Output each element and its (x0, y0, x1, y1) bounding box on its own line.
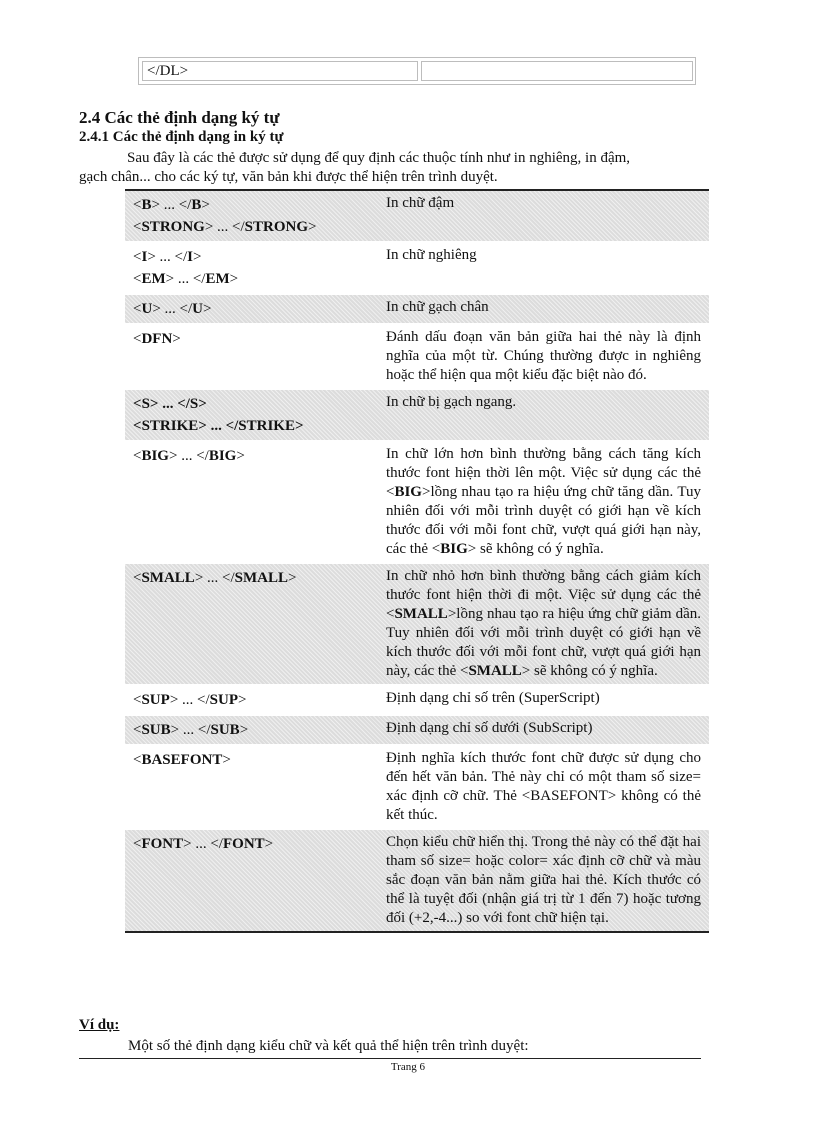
tag-syntax: <I> ... </I> (133, 249, 202, 265)
tag-description: Định dạng chỉ số dưới (SubScript) (386, 720, 593, 736)
table-row (125, 325, 709, 388)
table-cell (421, 61, 693, 81)
table-cell: </DL> (142, 61, 418, 81)
tag-syntax: <SUB> ... </SUB> (133, 722, 249, 738)
tag-syntax: <BIG> ... </BIG> (133, 448, 245, 464)
tag-syntax: <S> ... </S> (133, 396, 207, 412)
tag-description: In chữ bị gạch ngang. (386, 394, 517, 410)
tag-description: Chọn kiểu chữ hiển thị. Trong thẻ này có thể đặt hai tham số size= hoặc color= xác định cỡ chữ và màu sắc đoạn văn bản nằm giữa hai thẻ. Kích thước có thể là tuyệt đối (nhận giá trị từ 1 đến 7) hoặc tương đối (+2,-4...) so với font chữ hiện tại. (386, 834, 701, 926)
table-row (125, 830, 709, 931)
example-title: Ví dụ: (79, 1017, 120, 1033)
example-text: Một số thẻ định dạng kiểu chữ và kết quả thể hiện trên trình duyệt: (128, 1038, 529, 1054)
format-tags-table (125, 189, 709, 933)
tag-cell (125, 243, 378, 293)
tag-description: Định dạng chỉ số trên (SuperScript) (386, 690, 600, 706)
tag-description: Định nghĩa kích thước font chữ được sử dụng cho đến hết văn bản. Thẻ này chỉ có một tham số size= xác định cỡ chữ. Thẻ <BASEFONT> không có thẻ kết thúc. (386, 750, 701, 823)
table-row (125, 191, 709, 241)
tag-cell (125, 325, 378, 388)
table-row (125, 746, 709, 828)
tag-cell (125, 442, 378, 562)
tag-syntax: <B> ... </B> (133, 197, 210, 213)
tag-description: In chữ nghiêng (386, 247, 477, 263)
tag-description: In chữ đậm (386, 195, 455, 211)
tag-cell (125, 746, 378, 828)
tag-syntax: <U> ... </U> (133, 301, 212, 317)
tag-description: Đánh dấu đoạn văn bản giữa hai thẻ này là định nghĩa của một từ. Chúng thường được in nghiêng hoặc thể hiện qua một kiểu đặc biệt nào đó. (386, 329, 701, 383)
tag-syntax: <FONT> ... </FONT> (133, 836, 274, 852)
tag-syntax: <DFN> (133, 331, 181, 347)
tag-syntax: <SMALL> ... </SMALL> (133, 570, 297, 586)
intro-line: Sau đây là các thẻ được sử dụng để quy định các thuộc tính như in nghiêng, in đậm, (127, 150, 631, 166)
tag-description: In chữ lớn hơn bình thường bằng cách tăng kích thước font hiện thời lên một. Việc sử dụng các thẻ <BIG>lồng nhau tạo ra hiệu ứng chữ tăng dần. Tuy nhiên đối với mỗi trình duyệt có giới hạn về kích thước đối với mỗi font chữ, vượt quá giới hạn này, các thẻ <BIG> sẽ không có ý nghĩa. (386, 446, 701, 557)
tag-syntax: <STRIKE> ... </STRIKE> (133, 418, 304, 434)
tag-cell (125, 390, 378, 440)
table-row (125, 564, 709, 684)
table-row (125, 243, 709, 293)
tag-cell (125, 686, 378, 714)
intro-line: gạch chân... cho các ký tự, văn bản khi được thể hiện trên trình duyệt. (79, 169, 498, 185)
page-number: Trang 6 (390, 1061, 426, 1073)
tag-cell (125, 564, 378, 684)
tag-description: In chữ gạch chân (386, 299, 489, 315)
intro-paragraph (79, 149, 739, 187)
tag-syntax: <EM> ... </EM> (133, 271, 239, 287)
tag-syntax: <STRONG> ... </STRONG> (133, 219, 317, 235)
tag-syntax: <SUP> ... </SUP> (133, 692, 247, 708)
table-row (125, 686, 709, 714)
tag-cell (125, 830, 378, 931)
previous-table-fragment (138, 57, 696, 85)
tag-cell (125, 295, 378, 323)
tag-syntax: <BASEFONT> (133, 752, 231, 768)
tag-cell (125, 191, 378, 241)
tag-cell (125, 716, 378, 744)
table-row (125, 295, 709, 323)
table-row (125, 390, 709, 440)
table-row (125, 442, 709, 562)
section-heading: 2.4 Các thẻ định dạng ký tự (79, 108, 280, 127)
subsection-heading: 2.4.1 Các thẻ định dạng in ký tự (79, 129, 284, 145)
tag-description: In chữ nhỏ hơn bình thường bằng cách giảm kích thước font hiện thời đi một. Việc sử dụng các thẻ <SMALL>lồng nhau tạo ra hiệu ứng chữ giảm dần. Tuy nhiên đối với mỗi trình duyệt có giới hạn về kích thước đối với mỗi font chữ, vượt quá giới hạn này, các thẻ <SMALL> sẽ không có ý nghĩa. (386, 568, 701, 679)
footer-divider (79, 1058, 701, 1059)
table-row (125, 716, 709, 744)
